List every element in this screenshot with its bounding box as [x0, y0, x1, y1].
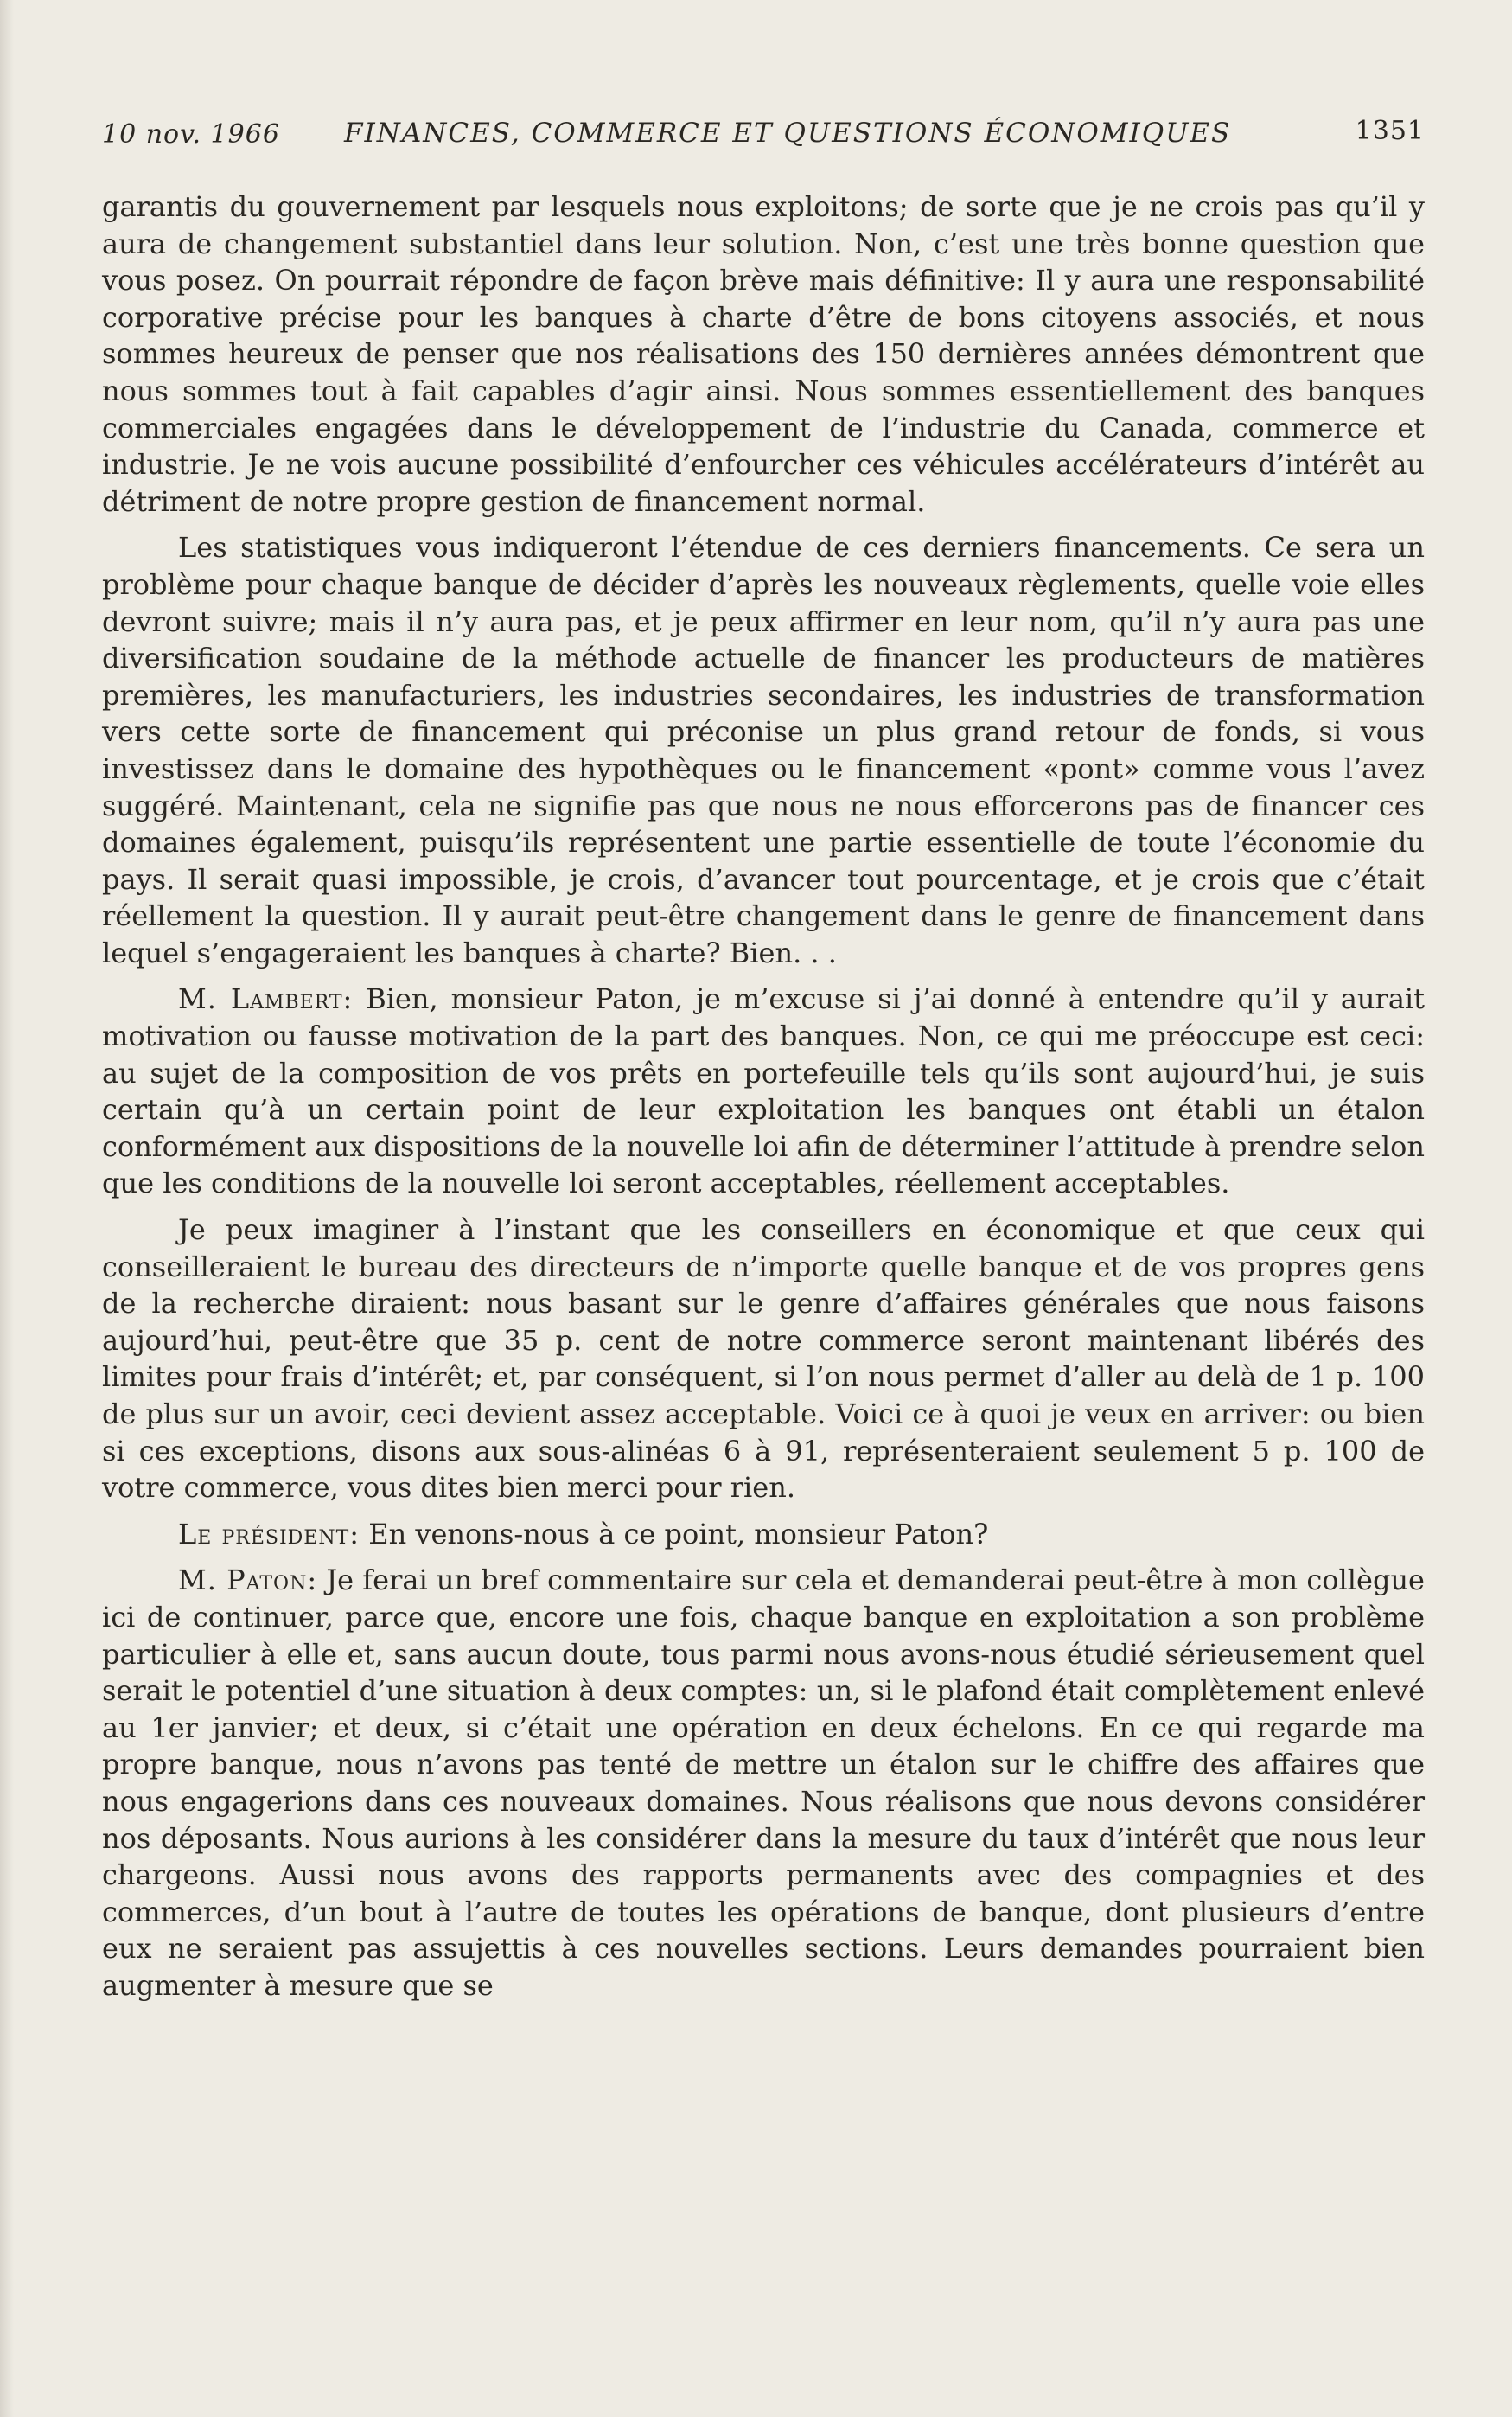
paragraph-text: garantis du gouvernement par lesquels nous exploitons; de sorte que je ne crois pas qu’il y aura de changement substantiel dans leur solution. Non, c’est une très bonne question que vous posez. On pourrait répondre de façon brève mais définitive: Il y aura une responsabilité corporative précise pour les banques à charte d’être de bons citoyens associés, et nous sommes heureux de penser que nos réalisations des 150 dernières années démontrent que nous sommes tout à fait capables d’agir ainsi. Nous sommes essentiellement des banques commerciales engagées dans le développement de l’industrie du Canada, commerce et industrie. Je ne vois aucune possibilité d’enfourcher ces véhicules accélérateurs d’intérêt au détriment de notre propre gestion de financement normal. — [102, 190, 1425, 518]
paragraph-text: Je ferai un bref commentaire sur cela et demanderai peut-être à mon collègue ici de continuer, parce que, encore une fois, chaque banque en exploitation a son problème particulier à elle et, sans aucun doute, tous parmi nous avons-nous étudié sérieusement quel serait le potentiel d’une situation à deux comptes: un, si le plafond était complètement enlevé au 1er janvier; et deux, si c’était une opération en deux échelons. En ce qui regarde ma propre banque, nous n’avons pas tenté de mettre un étalon sur le chiffre des affaires que nous engagerions dans ces nouveaux domaines. Nous réalisons que nous devons considérer nos déposants. Nous aurions à les considérer dans la mesure du taux d’intérêt que nous leur chargeons. Aussi nous avons des rapports permanents avec des compagnies et des commerces, d’un bout à l’autre de toutes les opérations de banque, dont plusieurs d’entre eux ne seraient pas assujettis à ces nouvelles sections. Leurs demandes pourraient bien augmenter à mesure que se — [102, 1563, 1425, 2002]
paragraph — [102, 529, 1425, 971]
paragraph-continuation — [102, 189, 1425, 520]
page-edge — [0, 0, 14, 2417]
paragraph-text: Les statistiques vous indiqueront l’étendue de ces derniers financements. Ce sera un problème pour chaque banque de décider d’après les nouveaux règlements, quelle voie elles devront suivre; mais il n’y aura pas, et je peux affirmer en leur nom, qu’il n’y aura pas une diversification soudaine de la méthode actuelle de financer les producteurs de matières premières, les manufacturiers, les industries secondaires, les industries de transformation vers cette sorte de financement qui préconise un plus grand retour de fonds, si vous investissez dans le domaine des hypothèques ou le financement «pont» comme vous l’avez suggéré. Maintenant, cela ne signifie pas que nous ne nous efforcerons pas de financer ces domaines également, puisqu’ils représentent une partie essentielle de toute l’économie du pays. Il serait quasi impossible, je crois, d’avancer tout pourcentage, et je crois que c’était réellement la question. Il y aurait peut-être changement dans le genre de financement dans lequel s’engageraient les banques à charte? Bien. . . — [102, 531, 1425, 969]
paragraph-text: Bien, monsieur Paton, je m’excuse si j’ai donné à entendre qu’il y aurait motivation ou fausse motivation de la part des banques. Non, ce qui me préoccupe est ceci: au sujet de la composition de vos prêts en portefeuille tels qu’ils sont aujourd’hui, je suis certain qu’à un certain point de leur exploitation les banques ont établi un étalon conformément aux dispositions de la nouvelle loi afin de déterminer l’attitude à prendre selon que les conditions de la nouvelle loi seront acceptables, réellement acceptables. — [102, 982, 1425, 1200]
speaker-name: Le président: — [178, 1517, 360, 1551]
running-header — [102, 111, 1425, 154]
speaker-paragraph-paton — [102, 1562, 1425, 2004]
speaker-name: M. Paton: — [178, 1563, 318, 1597]
header-title: FINANCES, COMMERCE ET QUESTIONS ÉCONOMIQUES — [344, 118, 1232, 149]
paragraph-text: En venons-nous à ce point, monsieur Paton? — [360, 1517, 989, 1551]
speaker-paragraph-president — [102, 1516, 1425, 1553]
paragraph-text: Je peux imaginer à l’instant que les conseillers en économique et que ceux qui conseilleraient le bureau des directeurs de n’importe quelle banque et de vos propres gens de la recherche diraient: nous basant sur le genre d’affaires générales que nous faisons aujourd’hui, peut-être que 35 p. cent de notre commerce seront maintenant libérés des limites pour frais d’intérêt; et, par conséquent, si l’on nous permet d’aller au delà de 1 p. 100 de plus sur un avoir, ceci devient assez acceptable. Voici ce à quoi je veux en arriver: ou bien si ces exceptions, disons aux sous-alinéas 6 à 91, représenteraient seulement 5 p. 100 de votre commerce, vous dites bien merci pour rien. — [102, 1213, 1425, 1505]
header-date: 10 nov. 1966 — [102, 119, 280, 150]
page-number: 1351 — [1355, 116, 1425, 146]
paragraph — [102, 1212, 1425, 1506]
speaker-paragraph-lambert — [102, 981, 1425, 1202]
body-text — [102, 189, 1425, 2014]
speaker-name: M. Lambert: — [178, 982, 354, 1016]
